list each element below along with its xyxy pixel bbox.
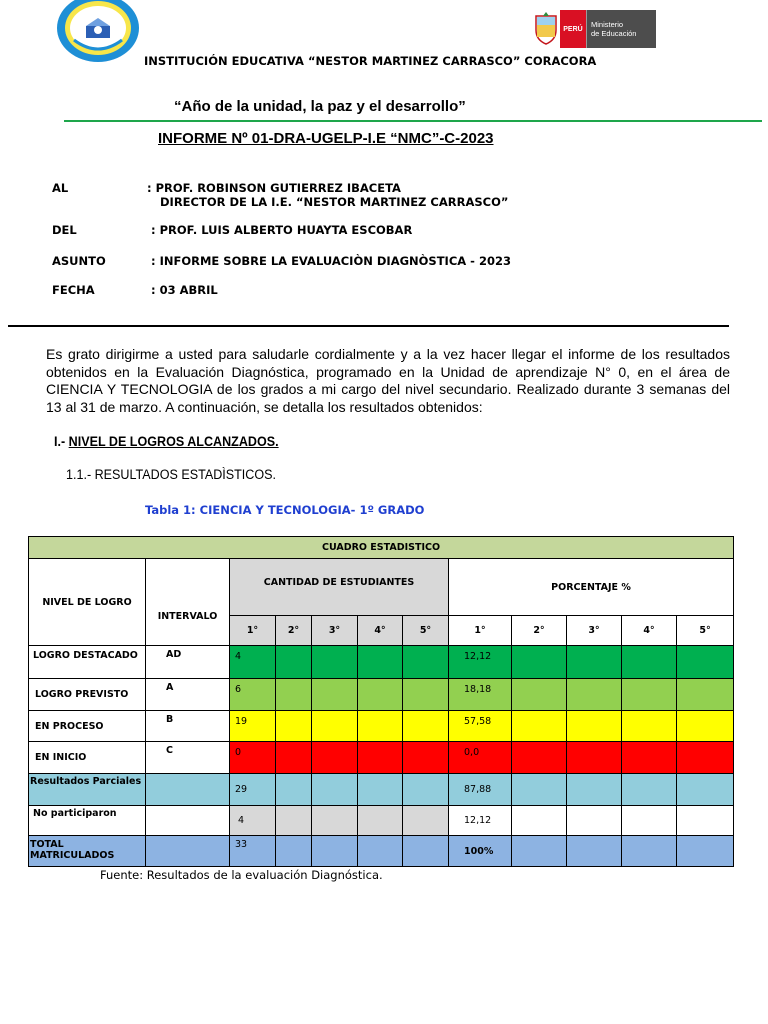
cell-empty	[677, 774, 734, 806]
grade-header-pct: 2°	[512, 616, 567, 646]
row-interval: C	[146, 742, 230, 774]
ministry-label	[586, 10, 656, 48]
table-title: CUADRO ESTADISTICO	[29, 537, 734, 559]
cell-empty	[358, 774, 403, 806]
cell-empty	[567, 679, 622, 711]
cell-empty	[622, 806, 677, 836]
cell-cantidad: 33	[230, 836, 276, 867]
cell-empty	[512, 806, 567, 836]
row-label: Resultados Parciales	[29, 774, 146, 806]
section-heading	[54, 434, 279, 449]
cell-empty	[622, 774, 677, 806]
green-divider	[64, 120, 762, 122]
grade-header-pct: 4°	[622, 616, 677, 646]
ministry-line1: Ministerio	[591, 20, 624, 29]
cell-empty	[312, 806, 358, 836]
cell-porcentaje: 0,0	[449, 742, 512, 774]
grade-header-cant: 3°	[312, 616, 358, 646]
cell-porcentaje: 12,12	[449, 646, 512, 679]
col-header-intervalo: INTERVALO	[146, 559, 230, 646]
cell-empty	[677, 646, 734, 679]
cell-empty	[403, 806, 449, 836]
cell-empty	[403, 711, 449, 742]
cell-porcentaje: 18,18	[449, 679, 512, 711]
cell-empty	[358, 742, 403, 774]
cell-cantidad: 4	[230, 806, 276, 836]
cell-empty	[312, 742, 358, 774]
cell-cantidad: 19	[230, 711, 276, 742]
cell-empty	[512, 711, 567, 742]
table-source: Fuente: Resultados de la evaluación Diagnóstica.	[100, 868, 383, 882]
subsection-heading: 1.1.- RESULTADOS ESTADÌSTICOS.	[66, 467, 276, 482]
cell-cantidad: 0	[230, 742, 276, 774]
cell-empty	[358, 646, 403, 679]
table-row	[29, 742, 734, 774]
cell-cantidad: 6	[230, 679, 276, 711]
grade-header-cant: 2°	[276, 616, 312, 646]
cell-porcentaje: 12,12	[449, 806, 512, 836]
black-divider	[8, 325, 729, 327]
cell-empty	[276, 806, 312, 836]
from-value: : PROF. LUIS ALBERTO HUAYTA ESCOBAR	[151, 223, 413, 237]
col-header-porcentaje: PORCENTAJE %	[449, 559, 734, 616]
cell-empty	[146, 806, 230, 836]
cell-porcentaje: 57,58	[449, 711, 512, 742]
date-label: FECHA	[52, 283, 95, 297]
row-label: EN PROCESO	[29, 711, 146, 742]
cell-empty	[358, 679, 403, 711]
cell-empty	[512, 742, 567, 774]
table-row	[29, 836, 734, 867]
cell-empty	[512, 679, 567, 711]
cell-empty	[567, 711, 622, 742]
cell-porcentaje: 87,88	[449, 774, 512, 806]
cell-empty	[403, 836, 449, 867]
peru-label: PERÚ	[560, 10, 586, 48]
cell-empty	[276, 742, 312, 774]
table-row	[29, 679, 734, 711]
cell-empty	[677, 679, 734, 711]
cell-empty	[567, 646, 622, 679]
table-row	[29, 774, 734, 806]
col-header-cantidad: CANTIDAD DE ESTUDIANTES	[230, 559, 449, 616]
cell-empty	[567, 806, 622, 836]
cell-empty	[403, 774, 449, 806]
cell-empty	[358, 836, 403, 867]
cell-empty	[276, 836, 312, 867]
row-interval: B	[146, 711, 230, 742]
cell-cantidad: 4	[230, 646, 276, 679]
cell-empty	[358, 711, 403, 742]
school-seal-icon	[56, 0, 140, 64]
cell-empty	[622, 711, 677, 742]
row-interval: A	[146, 679, 230, 711]
cell-empty	[312, 679, 358, 711]
school-name: INSTITUCIÓN EDUCATIVA “NESTOR MARTINEZ CARRASCO” CORACORA	[144, 54, 597, 68]
cell-empty	[622, 742, 677, 774]
cell-empty	[403, 742, 449, 774]
cell-empty	[146, 774, 230, 806]
grade-header-cant: 5°	[403, 616, 449, 646]
row-label: EN INICIO	[29, 742, 146, 774]
date-value: : 03 ABRIL	[151, 283, 218, 297]
row-label: LOGRO DESTACADO	[29, 646, 146, 679]
cell-empty	[276, 646, 312, 679]
section-title: NIVEL DE LOGROS ALCANZADOS.	[68, 434, 279, 449]
intro-paragraph: Es grato dirigirme a usted para saludarle cordialmente y a la vez hacer llegar el informe de los resultados obtenidos en la Evaluación Diagnóstica, programado en la Unidad de aprendizaje N° 0, en el área de CIENCIA Y TECNOLOGIA de los grados a mi cargo del nivel secundario. Realizado durante 3 semanas del 13 al 31 de marzo. A continuación, se detalla los resultados obtenidos:	[46, 346, 730, 415]
grade-header-pct: 3°	[567, 616, 622, 646]
cell-empty	[677, 836, 734, 867]
grade-header-cant: 1°	[230, 616, 276, 646]
stats-table	[28, 536, 734, 867]
cell-empty	[403, 646, 449, 679]
cell-empty	[312, 646, 358, 679]
cell-empty	[358, 806, 403, 836]
subject-value: : INFORME SOBRE LA EVALUACIÒN DIAGNÒSTICA - 2023	[151, 254, 511, 268]
from-label: DEL	[52, 223, 77, 237]
grade-header-pct: 5°	[677, 616, 734, 646]
grade-header-pct: 1°	[449, 616, 512, 646]
cell-empty	[622, 836, 677, 867]
cell-empty	[622, 679, 677, 711]
cell-empty	[312, 711, 358, 742]
row-interval: AD	[146, 646, 230, 679]
table-row	[29, 646, 734, 679]
ministry-line2: de Educación	[591, 29, 637, 38]
cell-empty	[512, 836, 567, 867]
cell-empty	[622, 646, 677, 679]
table-row	[29, 711, 734, 742]
to-label: AL	[52, 181, 69, 195]
cell-empty	[567, 836, 622, 867]
cell-empty	[677, 742, 734, 774]
cell-cantidad: 29	[230, 774, 276, 806]
table-row	[29, 806, 734, 836]
to-value-line2: DIRECTOR DE LA I.E. “NESTOR MARTINEZ CARRASCO”	[160, 195, 509, 209]
section-prefix: I.-	[54, 434, 69, 449]
row-label: No participaron	[29, 806, 146, 836]
to-value-line1: : PROF. ROBINSON GUTIERREZ IBACETA	[147, 181, 401, 195]
cell-empty	[312, 836, 358, 867]
col-header-nivel: NIVEL DE LOGRO	[29, 559, 146, 646]
cell-empty	[512, 774, 567, 806]
row-label: LOGRO PREVISTO	[29, 679, 146, 711]
cell-empty	[567, 774, 622, 806]
cell-empty	[312, 774, 358, 806]
minedu-logo	[532, 10, 656, 48]
grade-header-cant: 4°	[358, 616, 403, 646]
cell-empty	[677, 711, 734, 742]
report-title: INFORME Nº 01-DRA-UGELP-I.E “NMC”-C-2023	[158, 130, 494, 147]
cell-empty	[276, 679, 312, 711]
peru-shield-icon	[532, 10, 560, 48]
cell-empty	[677, 806, 734, 836]
cell-empty	[146, 836, 230, 867]
year-motto: “Año de la unidad, la paz y el desarrollo”	[174, 98, 466, 115]
subject-label: ASUNTO	[52, 254, 106, 268]
cell-empty	[276, 774, 312, 806]
cell-empty	[403, 679, 449, 711]
cell-empty	[276, 711, 312, 742]
row-label: TOTAL MATRICULADOS	[29, 836, 146, 867]
cell-empty	[567, 742, 622, 774]
cell-empty	[512, 646, 567, 679]
cell-porcentaje: 100%	[449, 836, 512, 867]
table-caption: Tabla 1: CIENCIA Y TECNOLOGIA- 1º GRADO	[145, 503, 425, 517]
